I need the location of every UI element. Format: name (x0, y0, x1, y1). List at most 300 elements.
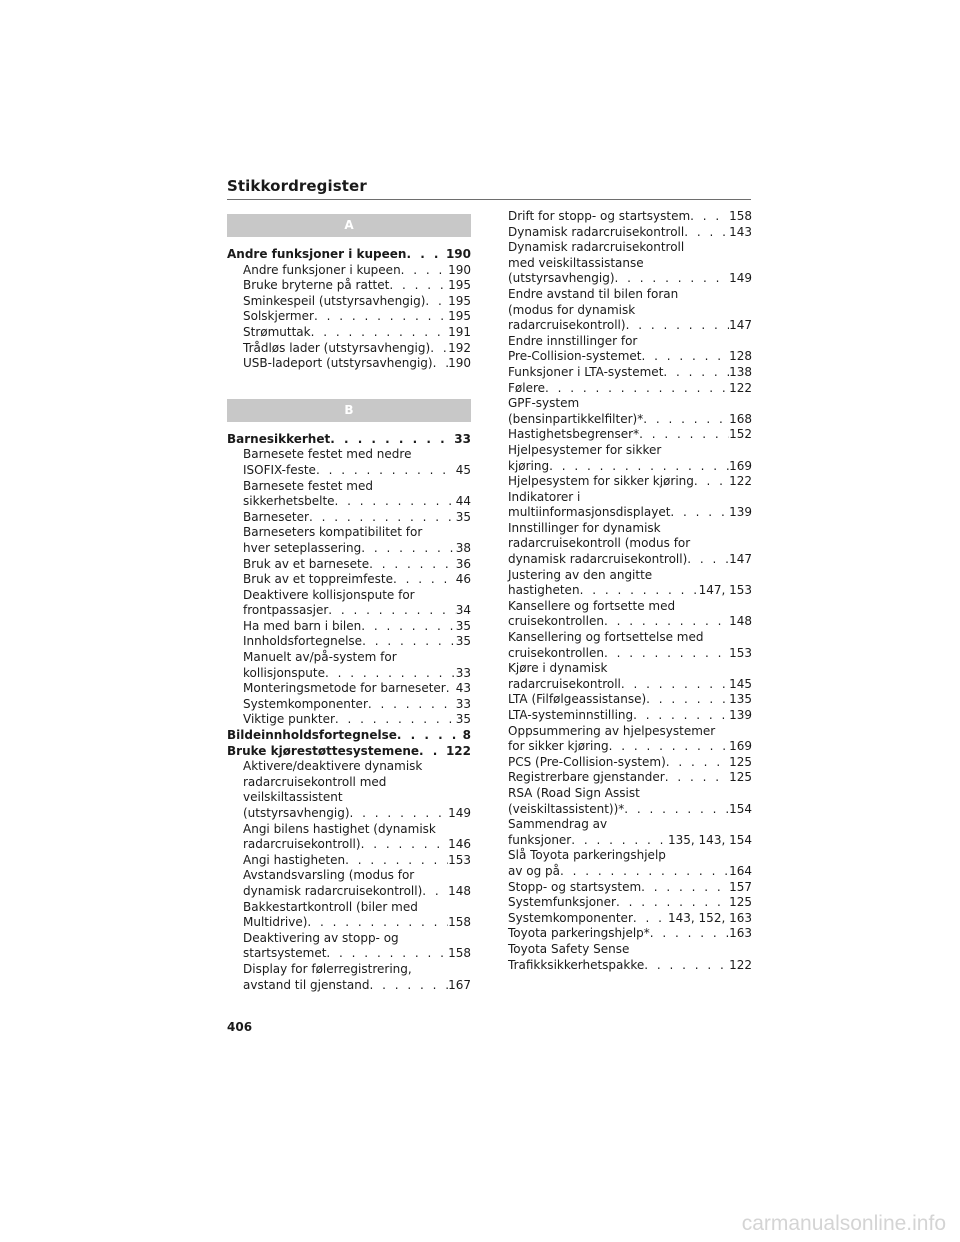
entry-text: (modus for dynamisk (508, 302, 636, 317)
entry-last-line (508, 958, 752, 974)
entry-text: Kjøre i dynamisk (508, 661, 608, 676)
dot-leader (670, 505, 729, 521)
entry-text: (bensinpartikkelfilter)* (508, 411, 644, 426)
section-letter-b: B (227, 399, 471, 422)
entry-last-line (508, 365, 752, 381)
entry-page: 44 (455, 494, 471, 509)
index-entry (508, 942, 752, 958)
dot-leader (639, 427, 729, 443)
entry-page: 135, 143, 154 (668, 832, 752, 847)
index-entry (227, 681, 471, 697)
index-entry-main (227, 728, 471, 744)
dot-leader (314, 309, 448, 325)
entry-text: Stopp- og startsystem (508, 879, 642, 894)
entry-text: hastigheten (508, 583, 580, 598)
dot-leader (609, 739, 729, 755)
entry-text: radarcruisekontroll) (243, 837, 361, 852)
index-entry (508, 490, 752, 521)
entry-last-line (227, 432, 471, 448)
index-entry (508, 365, 752, 381)
dot-leader (633, 708, 729, 724)
entry-last-line (243, 541, 471, 557)
entry-text: PCS (Pre-Collision-system) (508, 754, 666, 769)
entry-last-line (243, 603, 471, 619)
entry-last-line (508, 833, 752, 849)
entry-text: Bildeinnholdsfortegnelse (227, 728, 397, 743)
entry-last-line (508, 349, 752, 365)
entry-text: Angi hastigheten (243, 852, 346, 867)
entry-page: 190 (445, 247, 471, 261)
entry-page: 122 (729, 474, 752, 489)
index-entry (227, 697, 471, 713)
entry-text: Bruke bryterne på rattet (243, 278, 390, 293)
entry-page: 45 (455, 462, 471, 477)
entry-text: Avstandsvarsling (modus for (243, 868, 415, 883)
index-entry (508, 396, 752, 427)
entry-last-line (227, 728, 471, 744)
entry-last-line (243, 572, 471, 588)
dot-leader (616, 895, 729, 911)
entry-text: Bakkestartkontroll (biler med (243, 899, 418, 914)
entry-text: GPF-system (508, 396, 580, 411)
index-entry (508, 958, 752, 974)
index-entry (227, 557, 471, 573)
dot-leader (326, 946, 448, 962)
entry-text: radarcruisekontroll (508, 676, 621, 691)
entry-text: Bruk av et barnesete (243, 556, 370, 571)
entry-text: Registrerbare gjenstander (508, 770, 665, 785)
entry-last-line (508, 770, 752, 786)
entry-text: Dynamisk radarcruisekontroll (508, 240, 685, 255)
dot-leader (316, 463, 456, 479)
entry-last-line (508, 505, 752, 521)
entry-last-line (508, 755, 752, 771)
index-entry (227, 759, 471, 821)
entry-page: 167 (448, 977, 471, 992)
entry-page: 143 (729, 224, 752, 239)
entry-text: Solskjermer (243, 309, 314, 324)
entry-text: frontpassasjer (243, 603, 329, 618)
entry-page: 33 (455, 665, 471, 680)
dot-leader (549, 459, 729, 475)
entry-last-line (508, 271, 752, 287)
entry-text: Innholdsfortegnelse (243, 634, 363, 649)
entry-text: Hjelpesystem for sikker kjøring (508, 474, 694, 489)
entry-page: 33 (455, 696, 471, 711)
dot-leader (369, 978, 448, 994)
entry-page: 128 (729, 349, 752, 364)
dot-leader (571, 833, 668, 849)
entry-page: 158 (729, 209, 752, 223)
dot-leader (419, 744, 446, 760)
entry-page: 195 (448, 309, 471, 324)
entry-last-line (508, 225, 752, 241)
entry-page: 139 (729, 505, 752, 520)
entry-last-line (243, 806, 471, 822)
dot-leader (361, 837, 449, 853)
entry-page: 195 (448, 293, 471, 308)
entry-last-line (227, 247, 471, 263)
entry-page: 8 (462, 728, 471, 743)
entry-text: hver seteplassering (243, 540, 362, 555)
index-entry (508, 770, 752, 786)
entry-page: 168 (729, 411, 752, 426)
entry-page: 148 (448, 883, 471, 898)
entry-text: Barnesete festet med (243, 478, 373, 493)
dot-leader (422, 884, 448, 900)
entry-text: Sammendrag av (508, 817, 608, 832)
entry-text: Pre-Collision-systemet (508, 349, 642, 364)
entry-last-line (508, 474, 752, 490)
entry-last-line (508, 427, 752, 443)
entry-last-line (508, 677, 752, 693)
entry-text: USB-ladeport (utstyrsavhengig) (243, 356, 433, 371)
entry-page: 122 (445, 743, 471, 758)
index-entry (227, 294, 471, 310)
entry-text: med veiskiltassistanse (508, 255, 644, 270)
entry-last-line (508, 880, 752, 896)
entry-last-line (243, 681, 471, 697)
entry-page: 146 (448, 837, 471, 852)
entry-last-line (508, 692, 752, 708)
entry-text: Systemfunksjoner (508, 895, 616, 910)
dot-leader (361, 619, 455, 635)
entry-page: 169 (729, 739, 752, 754)
entry-last-line (508, 739, 752, 755)
entry-text: Barnesikkerhet (227, 431, 331, 446)
entry-page: 33 (454, 431, 471, 446)
dot-leader (665, 770, 729, 786)
entry-last-line (243, 915, 471, 931)
index-entry (508, 692, 752, 708)
index-entry (508, 926, 752, 942)
dot-leader (560, 864, 729, 880)
entry-text: Deaktivering av stopp- og (243, 930, 399, 945)
index-entry (227, 309, 471, 325)
entry-page: 147, 153 (698, 583, 752, 598)
entry-text: sikkerhetsbelte (243, 494, 335, 509)
entry-page: 149 (448, 806, 471, 820)
entry-page: 135 (729, 692, 752, 707)
entry-text: Kansellere og fortsette med (508, 598, 676, 613)
index-entry (508, 334, 752, 365)
dot-leader (389, 278, 448, 294)
entry-last-line (508, 209, 752, 225)
entry-page: 139 (729, 708, 752, 722)
index-entry (227, 263, 471, 279)
entry-text: Toyota Safety Sense (508, 941, 630, 956)
entry-page: 35 (455, 712, 471, 727)
entry-text: Aktivere/deaktivere dynamisk (243, 759, 423, 774)
dot-leader (311, 325, 448, 341)
dot-leader (309, 510, 456, 526)
entry-text: Systemkomponenter (243, 696, 368, 711)
entry-text: Multidrive) (243, 915, 308, 930)
dot-leader (694, 474, 729, 490)
entry-last-line (243, 666, 471, 682)
entry-text: Endre avstand til bilen foran (508, 286, 679, 301)
entry-text: Barneseters kompatibilitet for (243, 525, 423, 540)
index-entry (508, 708, 752, 724)
index-entry (508, 521, 752, 568)
entry-text: LTA (Filfølgeassistanse) (508, 692, 647, 707)
entry-page: 38 (455, 540, 471, 555)
index-entry (227, 868, 471, 899)
index-entry (227, 341, 471, 357)
entry-last-line (508, 864, 752, 880)
dot-leader (401, 263, 448, 279)
entry-last-line (508, 614, 752, 630)
entry-text: veilskiltassistent (243, 790, 343, 805)
entry-text: multiinformasjonsdisplayet (508, 505, 671, 520)
entry-page: 152 (729, 427, 752, 442)
entry-text: Bruke kjørestøttesystemene (227, 743, 420, 758)
index-entry (508, 381, 752, 397)
entry-last-line (243, 494, 471, 510)
entry-text: Drift for stopp- og startsystem (508, 209, 691, 223)
entry-last-line (508, 583, 752, 599)
entry-text: Innstillinger for dynamisk (508, 520, 661, 535)
entry-text: Hjelpesystemer for sikker (508, 442, 662, 457)
entry-text: avstand til gjenstand (243, 977, 370, 992)
entry-text: radarcruisekontroll (modus for (508, 536, 691, 551)
entry-text: Sminkespeil (utstyrsavhengig) (243, 293, 426, 308)
dot-leader (328, 603, 455, 619)
entry-last-line (508, 942, 752, 958)
entry-page: 138 (729, 364, 752, 379)
entry-text: cruisekontrollen (508, 614, 604, 629)
dot-leader (641, 880, 729, 896)
entry-page: 195 (448, 278, 471, 293)
dot-leader (690, 209, 729, 225)
index-entry (227, 931, 471, 962)
dot-leader (663, 365, 729, 381)
entry-text: Manuelt av/på-system for (243, 650, 397, 665)
entry-page: 148 (729, 614, 752, 629)
entry-last-line (508, 459, 752, 475)
entry-page: 125 (729, 754, 752, 769)
index-entry (508, 225, 752, 241)
dot-leader (335, 712, 456, 728)
heading-rule (227, 199, 751, 200)
index-entry (227, 278, 471, 294)
entry-last-line (508, 381, 752, 397)
entry-text: Strømuttak (243, 324, 311, 339)
entry-page: 153 (448, 852, 471, 867)
entry-last-line (508, 708, 752, 724)
entry-text: startsystemet (243, 946, 327, 961)
entry-last-line (243, 884, 471, 900)
entry-page: 153 (729, 645, 752, 660)
entry-text: Monteringsmetode for barneseter (243, 681, 446, 696)
index-entry (508, 599, 752, 630)
entry-page: 125 (729, 770, 752, 785)
dot-leader (425, 294, 448, 310)
index-entry (508, 911, 752, 927)
entry-page: 158 (448, 946, 471, 961)
index-entry (508, 443, 752, 474)
entry-text: for sikker kjøring (508, 739, 609, 754)
entry-page: 35 (455, 618, 471, 633)
dot-leader (406, 247, 445, 263)
entry-text: ISOFIX-feste (243, 462, 316, 477)
dot-leader (621, 677, 729, 693)
entry-last-line (243, 853, 471, 869)
entry-page: 149 (729, 271, 752, 286)
index-entry (227, 619, 471, 635)
entry-page: 157 (729, 879, 752, 894)
index-entry (227, 479, 471, 510)
dot-leader (446, 681, 456, 697)
entry-text: Justering av den angitte (508, 567, 653, 582)
dot-leader (643, 412, 729, 428)
entry-last-line (243, 634, 471, 650)
dot-leader (362, 634, 456, 650)
entry-page: 43 (455, 681, 471, 696)
entry-page: 125 (729, 895, 752, 910)
dot-leader (624, 802, 729, 818)
entry-page: 192 (448, 340, 471, 355)
entry-text: Systemkomponenter (508, 910, 633, 925)
entry-page: 35 (455, 634, 471, 649)
dot-leader (307, 915, 448, 931)
index-entry (227, 447, 471, 478)
entry-text: Hastighetsbegrenser* (508, 427, 640, 442)
dot-leader (626, 318, 730, 334)
entry-text: Følere (508, 380, 546, 395)
entry-text: Kansellering og fortsettelse med (508, 630, 704, 645)
entry-last-line (243, 712, 471, 728)
entry-last-line (243, 557, 471, 573)
dot-leader (687, 552, 729, 568)
entry-text: LTA-systeminnstilling (508, 708, 634, 722)
page-number: 406 (227, 1020, 253, 1034)
entry-text: dynamisk radarcruisekontroll) (508, 552, 688, 567)
entry-page: 163 (729, 926, 752, 941)
entry-page: 122 (729, 380, 752, 395)
index-entry (508, 755, 752, 771)
index-entry (508, 568, 752, 599)
index-entry (227, 712, 471, 728)
entry-text: Barneseter (243, 509, 309, 524)
dot-leader (650, 926, 729, 942)
index-entry (508, 661, 752, 692)
index-entry (227, 650, 471, 681)
entry-page: 34 (455, 603, 471, 618)
index-entry (227, 356, 471, 372)
dot-leader (393, 572, 456, 588)
entry-last-line (243, 325, 471, 341)
entry-page: 46 (455, 572, 471, 587)
index-entry (227, 962, 471, 993)
entry-page: 154 (729, 801, 752, 816)
entry-page: 145 (729, 676, 752, 691)
entry-text: Trådløs lader (utstyrsavhengig) (243, 340, 431, 355)
entry-text: Angi bilens hastighet (dynamisk (243, 821, 436, 836)
entry-page: 36 (455, 556, 471, 571)
dot-leader (430, 341, 448, 357)
index-entry-main (227, 744, 471, 760)
entry-text: Trafikksikkerhetspakke (508, 957, 645, 972)
dot-leader (615, 271, 730, 287)
entry-text: cruisekontrollen (508, 645, 604, 660)
dot-leader (545, 381, 729, 397)
entry-page: 143, 152, 163 (668, 910, 752, 925)
entry-last-line (243, 341, 471, 357)
index-entry (227, 510, 471, 526)
index-entry (508, 427, 752, 443)
entry-text: Dynamisk radarcruisekontroll (508, 224, 685, 239)
index-entry (508, 848, 752, 879)
entry-last-line (243, 978, 471, 994)
page-heading: Stikkordregister (227, 177, 367, 195)
entry-text: dynamisk radarcruisekontroll) (243, 883, 423, 898)
entry-page: 147 (729, 318, 752, 333)
entry-text: (utstyrsavhengig) (243, 806, 350, 820)
index-entry (227, 822, 471, 853)
entry-page: 147 (729, 552, 752, 567)
dot-leader (580, 583, 699, 599)
entry-last-line (508, 895, 752, 911)
entry-last-line (508, 552, 752, 568)
entry-text: kjøring (508, 458, 550, 473)
index-entry (227, 525, 471, 556)
entry-page: 35 (455, 509, 471, 524)
dot-leader (684, 225, 729, 241)
entry-last-line (508, 926, 752, 942)
dot-leader (345, 853, 448, 869)
index-entry (227, 634, 471, 650)
dot-leader (644, 958, 729, 974)
index-entry (508, 630, 752, 661)
entry-text: Andre funksjoner i kupeen (243, 262, 401, 277)
entry-page: 169 (729, 458, 752, 473)
entry-last-line (243, 837, 471, 853)
entry-page: 158 (448, 915, 471, 930)
dot-leader (325, 666, 456, 682)
entry-text: funksjoner (508, 832, 572, 847)
watermark: carmanualsonline.info (741, 1212, 946, 1235)
entry-text: Toyota parkeringshjelp* (508, 926, 650, 941)
entry-text: av og på (508, 863, 561, 878)
index-entry (227, 325, 471, 341)
dot-leader (335, 494, 456, 510)
index-entry (508, 880, 752, 896)
entry-last-line (243, 309, 471, 325)
entry-last-line (243, 946, 471, 962)
entry-last-line (243, 278, 471, 294)
entry-last-line (508, 911, 752, 927)
dot-leader (369, 557, 456, 573)
entry-text: Indikatorer i (508, 489, 581, 504)
entry-page: 190 (448, 356, 471, 371)
dot-leader (666, 755, 729, 771)
entry-last-line (508, 646, 752, 662)
index-entry (508, 287, 752, 334)
entry-text: Andre funksjoner i kupeen (227, 247, 407, 261)
index-entry-main (227, 432, 471, 448)
entry-text: (utstyrsavhengig) (508, 271, 615, 286)
index-entry (227, 853, 471, 869)
section-letter-a: A (227, 214, 471, 237)
index-entry (508, 240, 752, 287)
entry-page: 164 (729, 863, 752, 878)
index-entry (508, 474, 752, 490)
entry-last-line (508, 412, 752, 428)
entry-text: Bruk av et toppreimfeste (243, 572, 394, 587)
entry-text: Viktige punkter (243, 712, 335, 727)
dot-leader (433, 356, 448, 372)
